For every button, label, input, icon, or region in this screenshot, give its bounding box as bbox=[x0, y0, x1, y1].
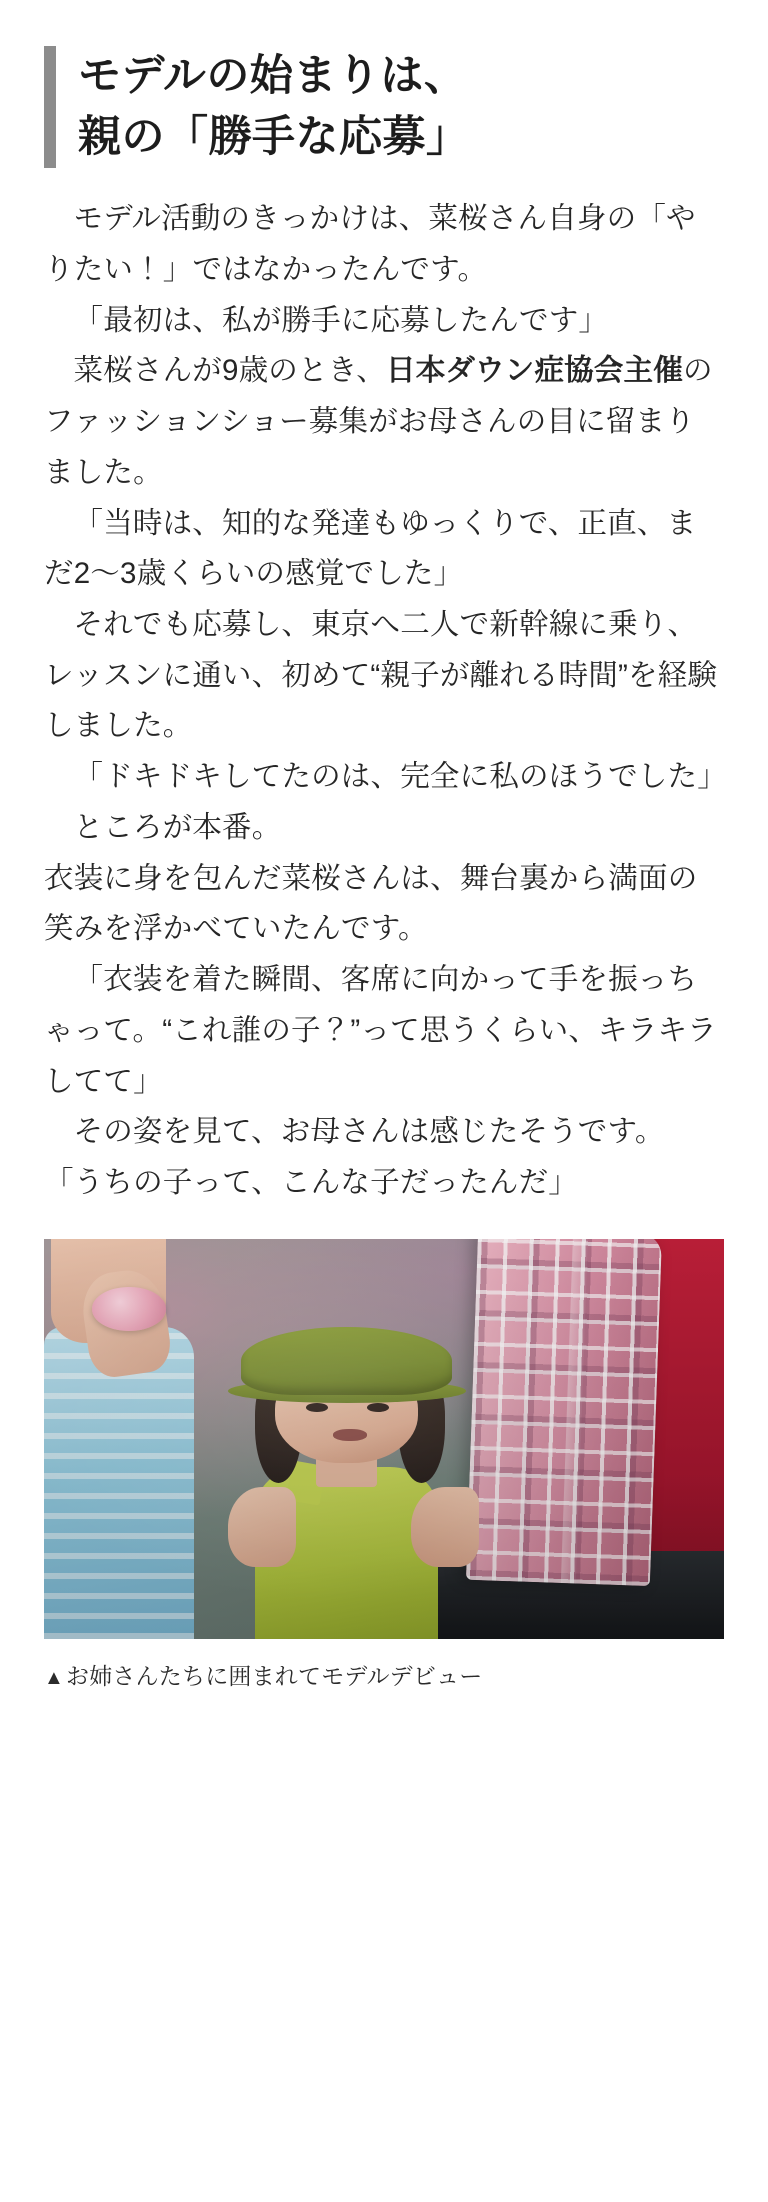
heading-accent-bar bbox=[44, 46, 56, 168]
paragraph: その姿を見て、お母さんは感じたそうです。 bbox=[73, 1115, 665, 1149]
paragraph: 「最初は、私が勝手に応募したんです」 bbox=[73, 303, 609, 337]
paragraph-segment: 菜桜さんが9歳のとき、 bbox=[73, 354, 386, 388]
paragraph: 「衣装を着た瞬間、客席に向かって手を振っちゃって。“これ誰の子？”って思うくらい、キラキラしてて」 bbox=[44, 963, 717, 1098]
child-right-shoulder bbox=[411, 1487, 479, 1567]
paragraph: 衣装に身を包んだ菜桜さんは、舞台裏から満面の笑みを浮かべていたんです。 bbox=[44, 861, 698, 946]
child-mouth bbox=[333, 1429, 367, 1441]
paragraph: 「うちの子って、こんな子だったんだ」 bbox=[44, 1166, 579, 1200]
photo-caption bbox=[44, 1659, 724, 1694]
heading-line-2: 親の「勝手な応募」 bbox=[78, 113, 470, 162]
paragraph: 「ドキドキしてたのは、完全に私のほうでした」 bbox=[73, 760, 727, 794]
page-heading bbox=[44, 0, 724, 168]
heading-text bbox=[78, 46, 470, 168]
paragraph-segment-bold: 日本ダウン症協会主催 bbox=[385, 354, 683, 388]
article-photo-block bbox=[44, 1239, 724, 1694]
paragraph-with-emphasis bbox=[44, 346, 724, 498]
paragraph: ところが本番。 bbox=[73, 810, 282, 844]
child-eye-right bbox=[367, 1403, 389, 1412]
paragraph-segment: のファッションショー募集がお母さんの目に留まりました。 bbox=[44, 354, 713, 489]
paragraph: モデル活動のきっかけは、菜桜さん自身の「やりたい！」ではなかったんです。 bbox=[44, 202, 696, 286]
child-left-shoulder bbox=[228, 1487, 296, 1567]
triangle-marker-icon: ▲ bbox=[44, 1666, 64, 1689]
photo-caption-text: お姉さんたちに囲まれてモデルデビュー bbox=[66, 1662, 483, 1689]
plaid-shirt-figure bbox=[466, 1239, 662, 1586]
paragraph: 「当時は、知的な発達もゆっくりで、正直、まだ2〜3歳くらいの感覚でした」 bbox=[44, 506, 697, 591]
child-eye-left bbox=[306, 1403, 328, 1412]
paragraph: それでも応募し、東京へ二人で新幹線に乗り、レッスンに通い、初めて“親子が離れる時間”を経験しました。 bbox=[44, 607, 718, 743]
pompom-prop bbox=[92, 1287, 167, 1331]
article-body bbox=[44, 194, 727, 1209]
green-bucket-hat bbox=[241, 1327, 452, 1395]
stage-photo bbox=[44, 1239, 724, 1639]
heading-line-1: モデルの始まりは、 bbox=[78, 52, 468, 100]
